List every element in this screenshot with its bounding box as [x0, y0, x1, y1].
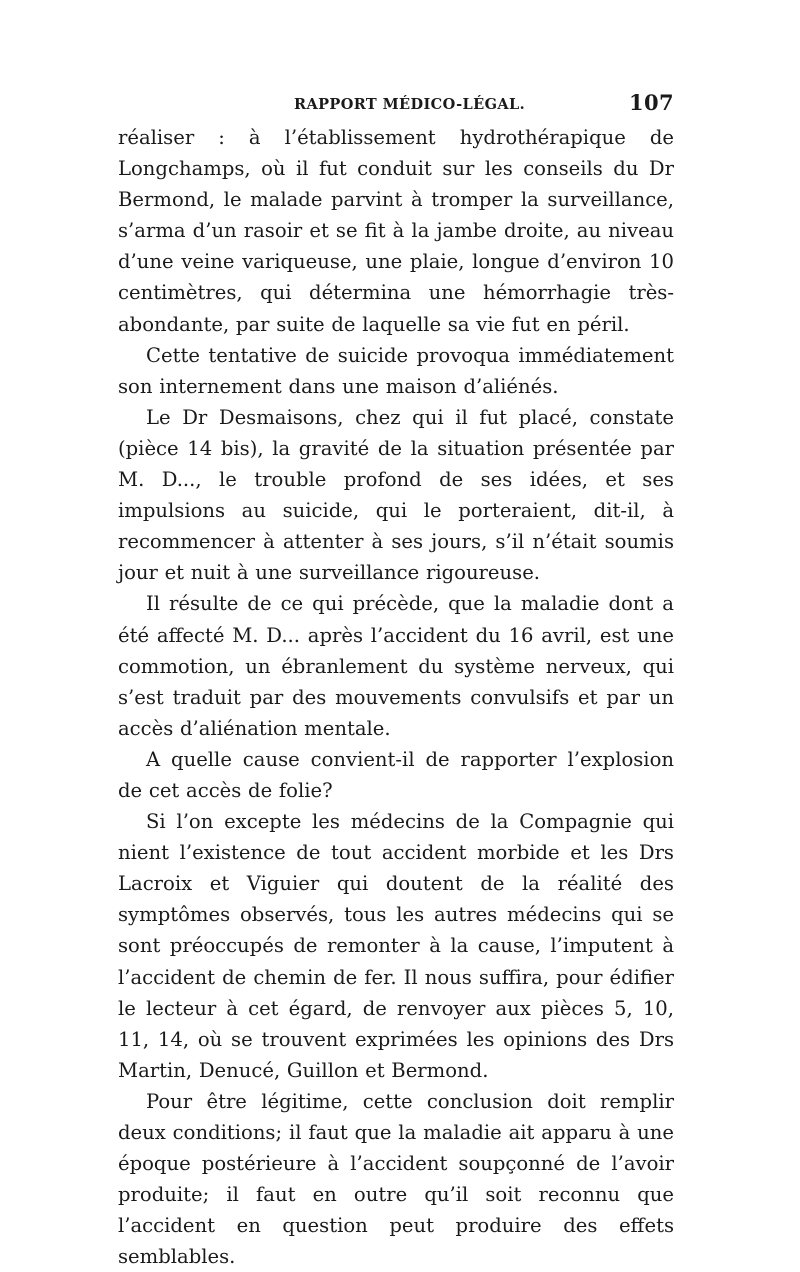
page-number: 107: [628, 90, 674, 115]
book-page: [118, 88, 674, 1272]
paragraph: Cette tentative de suicide provoqua immédiatement son internement dans une maison d’aliénés.: [118, 343, 674, 398]
paragraph-continued: réaliser : à l’établissement hydrothérapique de Longchamps, où il fut conduit sur les conseils du Dr Bermond, le malade parvint à tromper la surveillance, s’arma d’un rasoir et se fit à la jambe droite, au niveau d’une veine variqueuse, une plaie, longue d’environ 10 centimètres, qui détermina une hémorrhagie très-abondante, par suite de laquelle sa vie fut en péril.: [118, 126, 674, 336]
paragraph: Pour être légitime, cette conclusion doit remplir deux conditions; il faut que la maladie ait apparu à une époque postérieure à l’accident soupçonné de l’avoir produite; il faut en outre qu’il soit reconnu que l’accident en question peut produire des effets semblables.: [118, 1089, 674, 1269]
body-text: [118, 122, 674, 1272]
running-title: RAPPORT MÉDICO-LÉGAL.: [294, 96, 526, 113]
paragraph: Si l’on excepte les médecins de la Compagnie qui nient l’existence de tout accident morbide et les Drs Lacroix et Viguier qui doutent de la réalité des symptômes observés, tous les autres médecins qui se sont préoccupés de remonter à la cause, l’imputent à l’accident de chemin de fer. Il nous suffira, pour édifier le lecteur à cet égard, de renvoyer aux pièces 5, 10, 11, 14, où se trouvent exprimées les opinions des Drs Martin, Denucé, Guillon et Bermond.: [118, 810, 674, 1082]
page-header: [118, 88, 674, 122]
paragraph: Le Dr Desmaisons, chez qui il fut placé, constate (pièce 14 bis), la gravité de la situation présentée par M. D..., le trouble profond de ses idées, et ses impulsions au suicide, qui le porteraient, dit-il, à recommencer à attenter à ses jours, s’il n’était soumis jour et nuit à une surveillance rigoureuse.: [118, 405, 674, 585]
paragraph: A quelle cause convient-il de rapporter l’explosion de cet accès de folie?: [118, 747, 674, 802]
paragraph: Il résulte de ce qui précède, que la maladie dont a été affecté M. D... après l’accident du 16 avril, est une commotion, un ébranlement du système nerveux, qui s’est traduit par des mouvements convulsifs et par un accès d’aliénation mentale.: [118, 592, 674, 740]
